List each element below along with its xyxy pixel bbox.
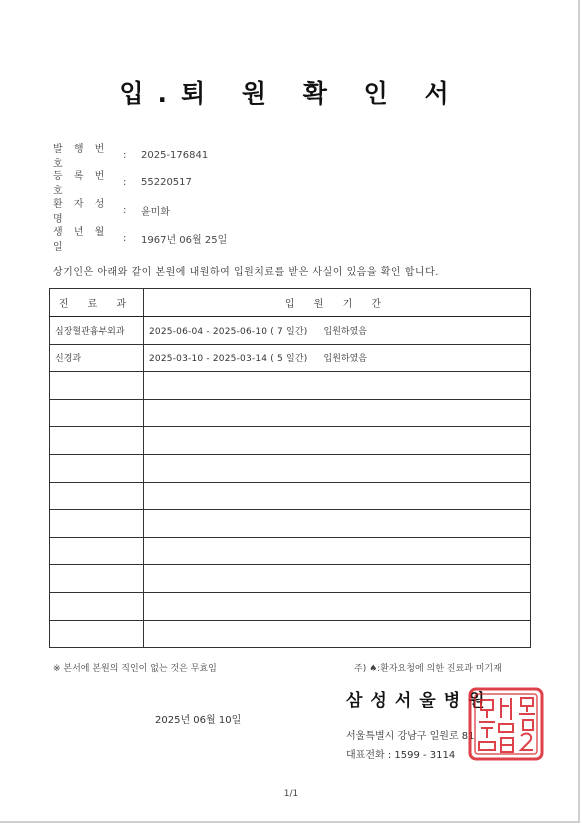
hospital-address: 서울특별시 강남구 일원로 81: [346, 731, 475, 742]
empty-cell: [50, 372, 144, 400]
registration-number-label: 등 록 번 호: [53, 171, 109, 197]
table-header-row: [50, 289, 531, 317]
table-row: [50, 317, 531, 345]
status-text: 입원하였음: [323, 326, 367, 337]
empty-cell: [144, 372, 531, 400]
issue-number-label: 발 행 번 호: [53, 144, 109, 170]
registration-number-value: 55220517: [141, 176, 192, 188]
empty-cell: [144, 454, 531, 482]
issue-number-row: [53, 140, 208, 170]
birth-date-row: [53, 223, 227, 253]
empty-cell: [50, 565, 144, 593]
period-cell: [144, 344, 531, 372]
empty-table-row: [50, 372, 531, 400]
empty-cell: [144, 592, 531, 620]
issue-date: 2025년 06월 10일: [155, 715, 242, 726]
empty-cell: [50, 592, 144, 620]
confirmation-statement: 상기인은 아래와 같이 본원에 내원하여 입원치료를 받은 사실이 있음을 확인 합니다.: [53, 267, 439, 278]
empty-table-row: [50, 399, 531, 427]
department-cell: 신경과: [50, 344, 144, 372]
patient-name-row: [53, 195, 170, 225]
empty-cell: [50, 454, 144, 482]
colon: :: [123, 176, 127, 188]
empty-table-row: [50, 482, 531, 510]
hospital-phone: 대표전화 : 1599 - 3114: [346, 750, 456, 761]
hospital-name: 삼성서울병원: [346, 691, 493, 711]
empty-table-row: [50, 454, 531, 482]
department-header: 진 료 과: [50, 289, 144, 317]
page-number: 1/1: [283, 789, 299, 799]
patient-name-label: 환 자 성 명: [53, 199, 109, 225]
seal-validity-note: ※ 본서에 본원의 직인이 없는 것은 무효임: [53, 664, 217, 674]
empty-cell: [50, 482, 144, 510]
status-text: 입원하였음: [323, 354, 367, 365]
document-title: 입.퇴 원 확 인 서: [119, 79, 463, 108]
colon: :: [123, 232, 127, 244]
period-cell: [144, 317, 531, 345]
department-omission-note: 주) ♠:환자요청에 의한 진료과 미기재: [354, 664, 502, 674]
empty-cell: [144, 537, 531, 565]
empty-cell: [50, 620, 144, 648]
empty-cell: [144, 620, 531, 648]
empty-table-row: [50, 592, 531, 620]
empty-table-row: [50, 565, 531, 593]
admission-table: [49, 288, 531, 648]
hospital-seal-stamp: [467, 686, 545, 762]
empty-cell: [50, 427, 144, 455]
table-row: [50, 344, 531, 372]
empty-table-row: [50, 427, 531, 455]
empty-table-row: [50, 620, 531, 648]
empty-cell: [144, 510, 531, 538]
empty-cell: [144, 565, 531, 593]
patient-name-value: 윤미화: [141, 206, 170, 218]
empty-cell: [50, 399, 144, 427]
empty-cell: [144, 427, 531, 455]
period-text: 2025-06-04 - 2025-06-10 ( 7 일간): [149, 326, 308, 337]
department-cell: 심장혈관흉부외과: [50, 317, 144, 345]
empty-table-row: [50, 537, 531, 565]
empty-table-row: [50, 510, 531, 538]
empty-cell: [50, 510, 144, 538]
birth-date-value: 1967년 06월 25일: [141, 234, 228, 246]
birth-date-label: 생 년 월 일: [53, 227, 109, 253]
period-header: 입 원 기 간: [144, 289, 531, 317]
empty-cell: [144, 399, 531, 427]
colon: :: [123, 204, 127, 216]
empty-cell: [144, 482, 531, 510]
period-text: 2025-03-10 - 2025-03-14 ( 5 일간): [149, 354, 308, 365]
issue-number-value: 2025-176841: [141, 149, 209, 161]
colon: :: [123, 149, 127, 161]
registration-number-row: [53, 167, 192, 197]
empty-cell: [50, 537, 144, 565]
